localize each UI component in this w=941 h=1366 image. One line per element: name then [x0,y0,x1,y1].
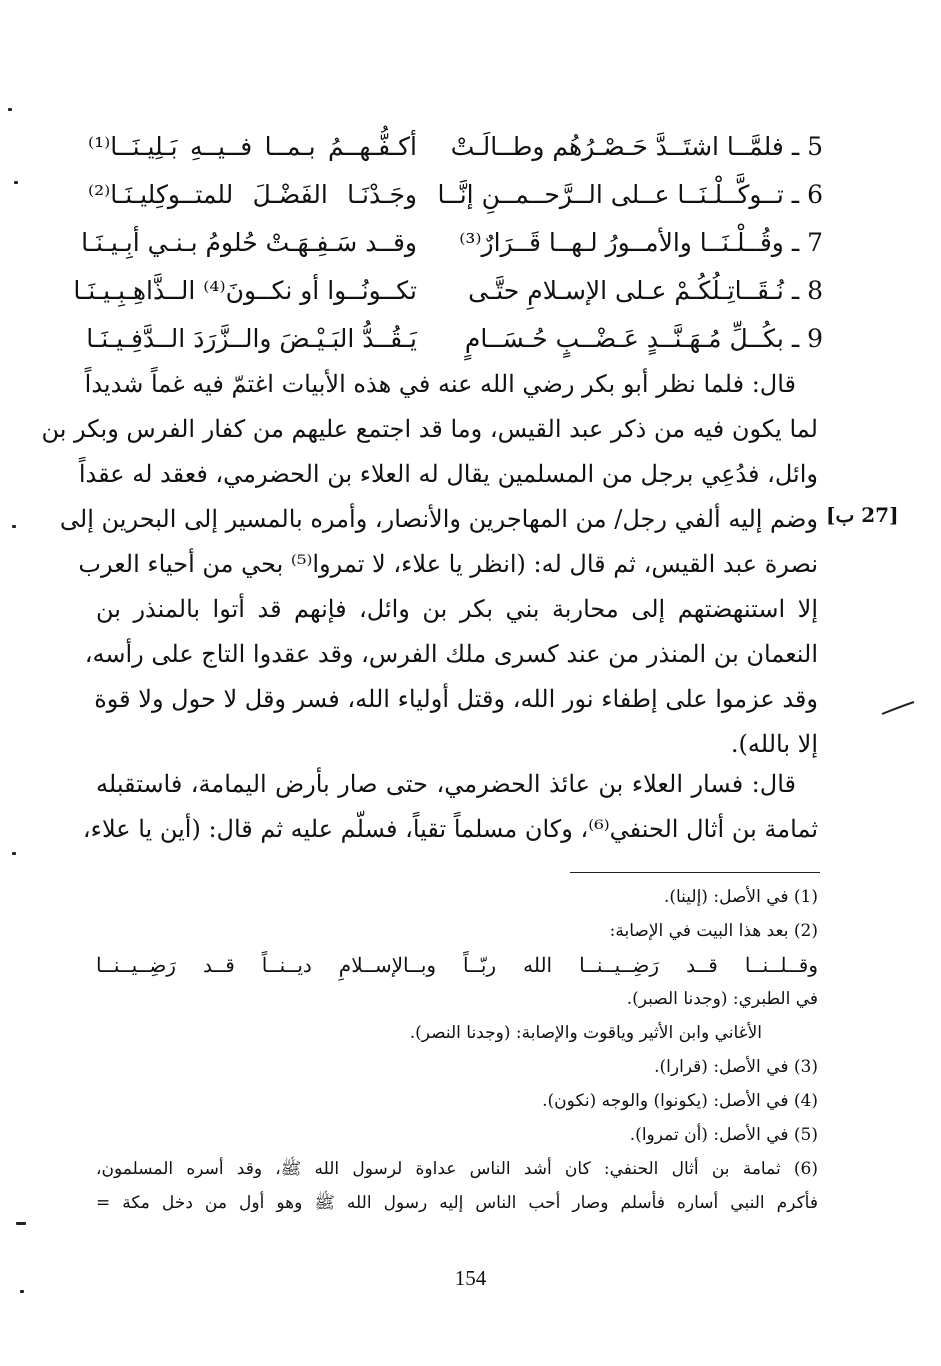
text-line: وائل، فدُعِي برجل من المسلمين يقال له العلاء بن الحضرمي، فعقد له عقداً [78,460,818,488]
manuscript-folio-marker: [27 ب] [826,503,899,527]
footnote-separator [570,872,820,873]
footnote: (2) بعد هذا البيت في الإصابة: [609,921,818,941]
footnote: (1) في الأصل: (إلينا). [663,887,818,907]
text-line: إلا استنهضتهم إلى محاربة بني بكر بن وائل، فإنهم قد أتوا بالمنذر بن [96,595,818,623]
footnote-verse: وقــلــنــا قــد رَضِــيــنــا الله ربّــاً وبــالإســلامِ ديــنــاً قــد رَضِــيــنــا [96,953,818,977]
verse-first-hemistich: 5 ـ فلمَّــا اشتَــدَّ حَـصْـرُهُم وطــالَـتْ [450,131,823,161]
scan-speck [12,525,16,528]
scan-speck [14,181,18,184]
verse-line [81,218,823,266]
verse-second-hemistich: يَـقُــدُّ البَـيْـضَ والــزَّرَدَ الــدَّفِـيـنَـا [86,323,417,353]
verse-line [88,122,823,170]
pen-stroke-mark [880,700,916,718]
verse-second-hemistich: وقــد سَـفِـهَـتْ حُلومُ بـنـي أبِـيـنَـا [81,227,417,257]
text-line: النعمان بن المنذر من عند كسرى ملك الفرس، وقد عقدوا التاج على رأسه، [84,640,818,668]
footnotes [96,880,818,1220]
text-line: إلا بالله). [730,730,818,758]
scan-speck [8,108,12,111]
footnote-line: الأغاني وابن الأثير وياقوت والإصابة: (وجدنا النصر). [409,1023,762,1043]
verse-line [88,314,823,362]
footnote: (6) ثمامة بن أثال الحنفي: كان أشد الناس عداوة لرسول الله ﷺ، وقد أسره المسلمون، [96,1159,818,1179]
footnote: (5) في الأصل: (أن تمروا). [629,1125,818,1145]
verse-line [88,170,823,218]
footnote-line: في الطبري: (وجدنا الصبر). [626,989,818,1009]
scan-speck [20,1290,24,1293]
verse-line [73,266,823,314]
text-line: وقد عزموا على إطفاء نور الله، وقتل أولياء الله، فسر وقل لا حول ولا قوة [94,685,818,713]
text-line: قال: فلما نظر أبو بكر رضي الله عنه في هذه الأبيات اغتمّ فيه غماً شديداً [84,370,796,398]
narrative-paragraph [41,362,818,767]
scan-speck [16,1222,26,1225]
footnote: (4) في الأصل: (يكونوا) والوجه (نكون). [542,1091,818,1111]
verse-second-hemistich: وجَـدْنَـا الفَضْـلَ للمتــوكِليـنَـا⁽²⁾ [88,179,417,209]
narrative-paragraph [82,762,818,852]
verse-first-hemistich: 9 ـ بكُــلِّ مُـهَـنَّــدٍ عَـضْــبٍ حُـسَــامٍ [464,323,823,353]
text-line: وضم إليه ألفي رجل/ من المهاجرين والأنصار، وأمره بالمسير إلى البحرين إلى [59,505,818,533]
verse-second-hemistich: تكــونُــوا أو نكــونَ⁽⁴⁾ الــذَّاهِـبِـيـنَـا [73,275,417,305]
footnote-line: فأكرم النبي أساره فأسلم وصار أحب الناس إليه رسول الله ﷺ وهو أول من دخل مكة = [96,1193,818,1213]
footnote: (3) في الأصل: (قرارا). [654,1057,818,1077]
page-number: 154 [454,1266,487,1290]
scan-speck [12,852,16,855]
verse-first-hemistich: 8 ـ نُـقَــاتِـلُكُـمْ عـلى الإسـلامِ حتَّـى [468,275,823,305]
verse-second-hemistich: أكـفُّـهــمُ بـمــا فــيــهِ بَـلِيـنَــا⁽¹⁾ [88,131,417,161]
text-line: قال: فسار العلاء بن عائذ الحضرمي، حتى صار بأرض اليمامة، فاستقبله [96,770,796,798]
text-line: نصرة عبد القيس، ثم قال له: (انظر يا علاء، لا تمروا⁽⁵⁾ بحي من أحياء العرب [78,550,818,578]
verse-first-hemistich: 6 ـ تــوكَّــلْـنَــا عــلى الــرَّحــمــنِ إنَّــا [437,179,823,209]
text-line: لما يكون فيه من ذكر عبد القيس، وما قد اجتمع عليهم من كفار الفرس وبكر بن [41,415,818,443]
poem-verses [73,122,823,362]
verse-first-hemistich: 7 ـ وقُــلْـنَــا والأمــورُ لـهــا قَــرَارٌ⁽³⁾ [459,227,823,257]
text-line: ثمامة بن أثال الحنفي⁽⁶⁾، وكان مسلماً تقياً، فسلّم عليه ثم قال: (أين يا علاء، [82,815,818,843]
